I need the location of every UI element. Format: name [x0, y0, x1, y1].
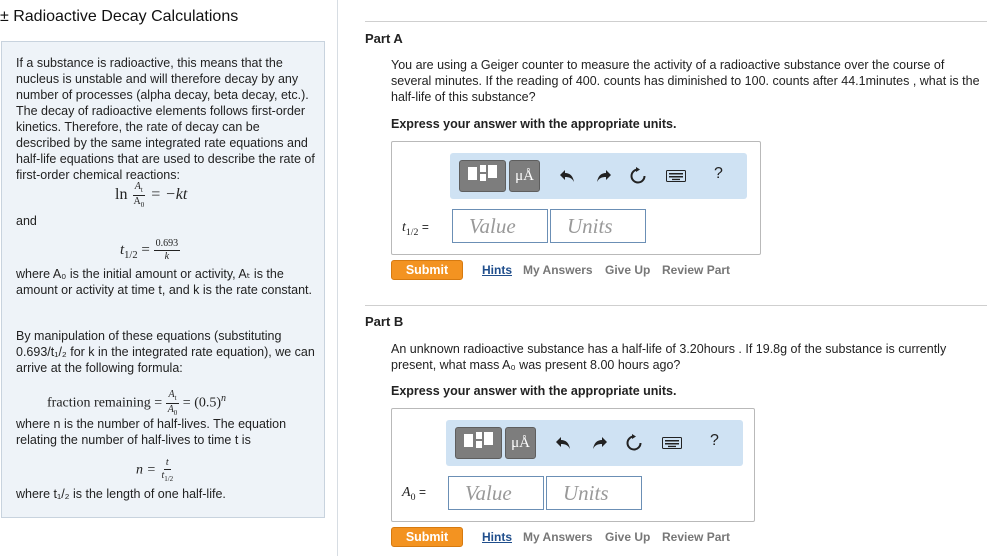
eq1-rhs: = −kt: [150, 186, 188, 204]
part-a-answer-box: [391, 141, 761, 255]
eq3-num: A: [168, 389, 175, 400]
eq3-den: A: [167, 404, 174, 415]
part-a-toolbar: [450, 153, 747, 199]
part-b-hints-link[interactable]: Hints: [482, 530, 512, 544]
eq3-lhs: fraction remaining =: [47, 395, 163, 411]
part-b-my-answers-link[interactable]: My Answers: [523, 530, 593, 544]
eq2-lhs: t: [120, 241, 125, 258]
part-a-divider: [365, 21, 987, 22]
part-a-submit-button[interactable]: Submit: [391, 260, 463, 280]
where-paragraph-2: where n is the number of half-lives. The equation relating the number of half-lives to time t is: [16, 417, 287, 447]
ln-label: ln: [115, 186, 128, 204]
eq2-eq: =: [141, 241, 150, 258]
part-a-variable-label: $t_{1/2}$ =: [402, 220, 429, 238]
intro-box: [1, 41, 325, 518]
eq3-exp: n: [221, 393, 227, 405]
help-icon[interactable]: ?: [710, 432, 719, 449]
eq1-den-sub: 0: [140, 201, 145, 209]
page-title: ± Radioactive Decay Calculations: [0, 8, 239, 25]
undo-icon[interactable]: [552, 432, 574, 454]
part-b-toolbar: [446, 420, 743, 466]
part-a-question: You are using a Geiger counter to measure the activity of a radioactive substance over the course of several minutes. If the reading of 400. counts has diminished to 100. counts after 44.1minutes , what is the half-life of this substance?: [391, 58, 980, 104]
part-b-express: Express your answer with the appropriate units.: [391, 384, 677, 398]
part-a-my-answers-link[interactable]: My Answers: [523, 263, 593, 277]
eq2-den: k: [164, 251, 170, 262]
eq1-num-sub: t: [140, 186, 143, 194]
eq3-den-sub: 0: [173, 409, 178, 417]
part-b-answer-box: [391, 408, 755, 522]
intro-panel: [0, 0, 338, 556]
part-a-express: Express your answer with the appropriate units.: [391, 117, 677, 131]
fraction-remaining-equation: [47, 390, 226, 417]
part-a-units-input[interactable]: [550, 209, 646, 243]
half-life-equation: [120, 239, 180, 262]
part-b-submit-button[interactable]: Submit: [391, 527, 463, 547]
part-a-give-up-link[interactable]: Give Up: [605, 263, 651, 277]
where-paragraph-1: where A₀ is the initial amount or activity, Aₜ is the amount or activity at time t, and k is the rate constant.: [16, 267, 312, 297]
keyboard-icon[interactable]: [665, 165, 687, 187]
part-a-value-input[interactable]: [452, 209, 548, 243]
eq3-rhs: = (0.5): [182, 395, 222, 411]
template-block-icon: [464, 434, 473, 447]
part-a-review-part-link[interactable]: Review Part: [662, 263, 731, 277]
eq2-lhs-sub: 1/2: [124, 249, 138, 261]
part-b-units-input[interactable]: [546, 476, 642, 510]
part-b-value-input[interactable]: [448, 476, 544, 510]
eq4-den: t: [161, 470, 165, 481]
part-a-hints-link[interactable]: Hints: [482, 263, 512, 277]
part-b-question: An unknown radioactive substance has a half-life of 3.20hours . If 19.8g of the substance is currently present, what mass A₀ was present 8.00 hours ago?: [391, 342, 947, 372]
eq4-lhs: n =: [136, 462, 156, 478]
eq4-num: t: [165, 457, 169, 468]
eq1-den: A: [133, 196, 141, 207]
eq1-num: A: [134, 181, 141, 192]
and-text: and: [16, 214, 37, 228]
part-b-review-part-link[interactable]: Review Part: [662, 530, 731, 544]
part-b-variable-label: $A_0$ =: [402, 485, 426, 503]
redo-icon[interactable]: [589, 432, 611, 454]
eq2-num: 0.693: [155, 238, 179, 249]
units-button[interactable]: μÅ: [509, 160, 540, 192]
intro-paragraph: If a substance is radioactive, this means that the nucleus is unstable and will therefore decay by any number of processes (alpha decay, beta decay, etc.). The decay of radioactive elements follows first-order kinetics. Therefore, the rate of decay can be described by the same integrated rate equations and half-life equations that are used to describe the rate of first-order chemical reactions:: [16, 56, 315, 182]
part-a-label: Part A: [365, 31, 403, 46]
eq3-num-sub: t: [174, 394, 177, 402]
where-paragraph-3: where t₁/₂ is the length of one half-life.: [16, 487, 226, 501]
eq4-den-sub: 1/2: [164, 475, 174, 483]
number-of-half-lives-equation: [136, 458, 175, 483]
manipulation-paragraph: By manipulation of these equations (substituting 0.693/t₁/₂ for k in the integrated rate equation), we can arrive at the following formula:: [16, 329, 315, 375]
template-block-icon: [468, 167, 477, 180]
undo-icon[interactable]: [556, 165, 578, 187]
part-b-label: Part B: [365, 314, 404, 329]
part-b-give-up-link[interactable]: Give Up: [605, 530, 651, 544]
keyboard-icon[interactable]: [661, 432, 683, 454]
help-icon[interactable]: ?: [714, 165, 723, 182]
part-b-divider: [365, 305, 987, 306]
units-button[interactable]: μÅ: [505, 427, 536, 459]
templates-button[interactable]: [459, 160, 506, 192]
parts-panel: [339, 0, 1005, 556]
redo-icon[interactable]: [593, 165, 615, 187]
templates-button[interactable]: [455, 427, 502, 459]
reset-icon[interactable]: [623, 432, 645, 454]
integrated-rate-equation: [115, 182, 187, 209]
reset-icon[interactable]: [627, 165, 649, 187]
